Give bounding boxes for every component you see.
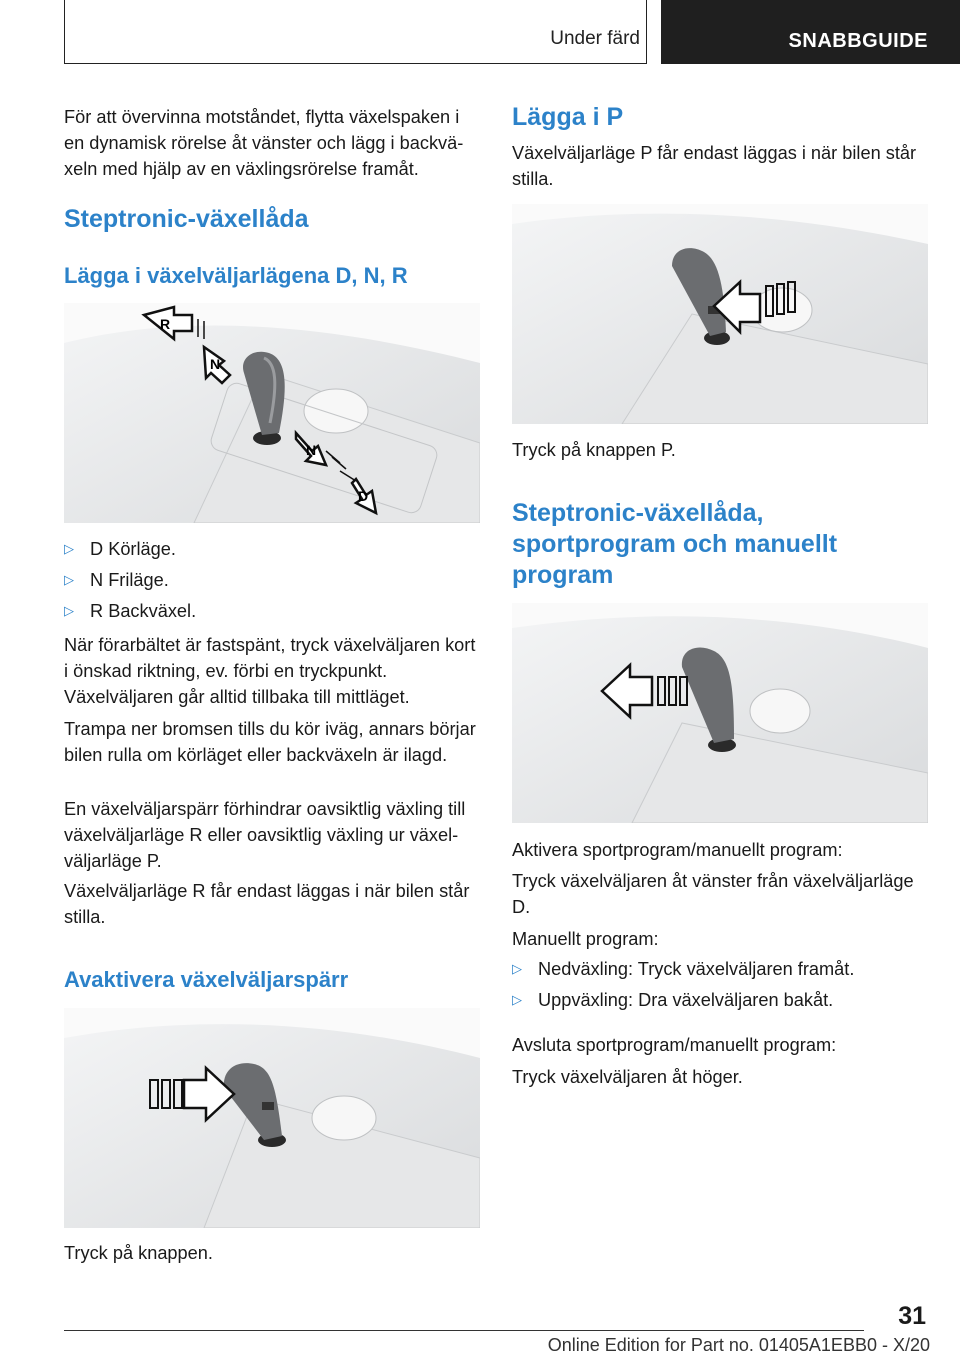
paragraph-end-sport: Avsluta sportprogram/manuellt program: [512, 1035, 837, 1055]
fig1-label-d: D [358, 488, 369, 504]
bullet-r [64, 598, 480, 626]
fig1-label-n1: N [210, 356, 221, 372]
section-title: Under färd [550, 28, 640, 49]
fig1-label-n2: N [306, 442, 317, 458]
bullet-n [64, 567, 480, 595]
footer-rule [64, 1330, 864, 1331]
bullet-upshift [512, 987, 928, 1015]
caption-park: Tryck på knappen P. [512, 440, 676, 460]
heading-park: Lägga i P [512, 103, 624, 131]
bullet-d-text: D Körläge. [90, 539, 176, 559]
paragraph-park: Växelväljarläge P får endast läggas i när bilen står stilla. [512, 143, 917, 189]
bullet-n-text: N Friläge. [90, 570, 169, 590]
intro-text: För att övervinna motståndet, flytta växelspaken i en dynamisk rörelse åt vänster och lägg i backväxeln med hjälp av en växlingsrörelse framåt. [64, 107, 464, 179]
triangle-bullet-icon: ▷ [512, 961, 522, 976]
footer-edition: Online Edition for Part no. 01405A1EBB0 - X/20 [547, 1335, 930, 1355]
bullet-downshift-text: Nedväxling: Tryck växelväljaren framåt. [538, 959, 855, 979]
heading-gear-positions: Lägga i växelväljarlägena D, N, R [64, 263, 408, 288]
paragraph-seatbelt: När förarbältet är fastspänt, tryck växelväljaren kort i önskad riktning, ev. förbi en tryckpunkt. Växelväljaren går alltid tillbaka till mittläget. [64, 635, 476, 707]
triangle-bullet-icon: ▷ [64, 572, 74, 587]
paragraph-brake: Trampa ner bromsen tills du kör iväg, annars börjar bilen rulla om körläget eller backväxeln är ilagd. [64, 719, 476, 765]
gear-selector-drn-figure [64, 303, 480, 523]
bullet-r-text: R Backväxel. [90, 601, 197, 621]
triangle-bullet-icon: ▷ [64, 541, 74, 556]
bullet-upshift-text: Uppväxling: Dra växelväljaren bakåt. [538, 990, 834, 1010]
sport-program-figure [512, 603, 928, 823]
triangle-bullet-icon: ▷ [512, 992, 522, 1007]
paragraph-manual: Manuellt program: [512, 929, 659, 949]
bullet-d [64, 536, 480, 564]
guide-tab: SNABBGUIDE [661, 0, 960, 64]
paragraph-push-right: Tryck växelväljaren åt höger. [512, 1067, 743, 1087]
park-button-figure [512, 204, 928, 424]
paragraph-lock: En växelväljarspärr förhindrar oavsiktlig växling till växelväljarläge R eller oavsiktlig växling ur växelväljarläge P. [64, 799, 466, 871]
unlock-button-figure [64, 1008, 480, 1228]
fig1-label-r: R [160, 316, 171, 332]
page-number: 31 [898, 1302, 926, 1330]
paragraph-push-left: Tryck växelväljaren åt vänster från växelväljarläge D. [512, 871, 914, 917]
heading-steptronic: Steptronic-växellåda [64, 205, 309, 233]
bullet-downshift [512, 956, 928, 984]
heading-unlock: Avaktivera växelväljarspärr [64, 967, 349, 992]
paragraph-reverse: Växelväljarläge R får endast läggas i när bilen står stilla. [64, 881, 470, 927]
triangle-bullet-icon: ▷ [64, 603, 74, 618]
heading-sport-program: Steptronic-växellåda, sportprogram och manuellt program [512, 499, 838, 589]
paragraph-activate-sport: Aktivera sportprogram/manuellt program: [512, 840, 843, 860]
caption-unlock: Tryck på knappen. [64, 1243, 213, 1263]
